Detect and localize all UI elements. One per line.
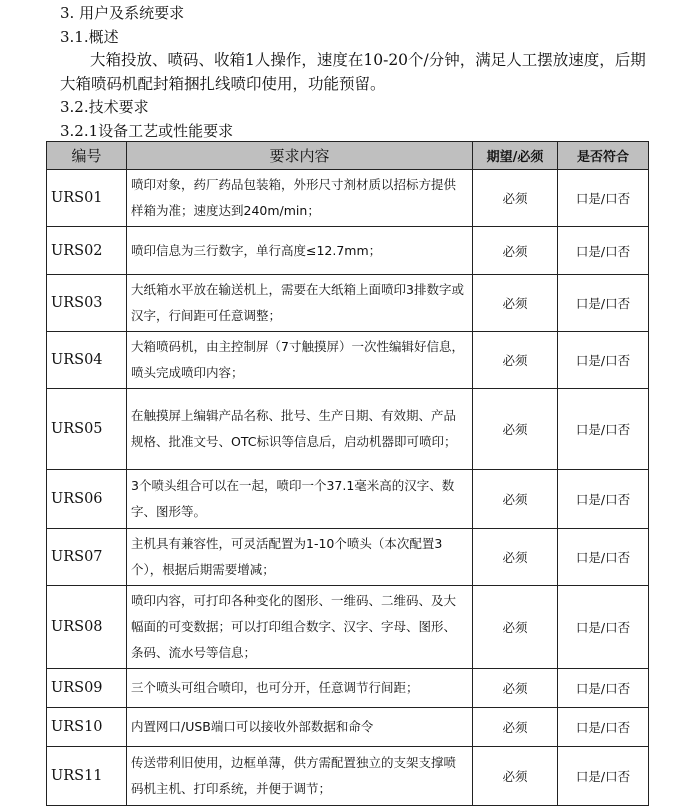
perf-heading: 3.2.1设备工艺或性能要求 <box>60 122 234 140</box>
row-level: 必须 <box>473 747 558 806</box>
row-conform-checkbox[interactable]: 口是/口否 <box>558 389 649 470</box>
row-conform-checkbox[interactable]: 口是/口否 <box>558 332 649 389</box>
row-requirement: 内置网口/USB端口可以接收外部数据和命令 <box>127 708 473 747</box>
row-conform-checkbox[interactable]: 口是/口否 <box>558 708 649 747</box>
row-level: 必须 <box>473 708 558 747</box>
row-level: 必须 <box>473 586 558 669</box>
row-code: URS03 <box>47 275 127 332</box>
row-level: 必须 <box>473 470 558 529</box>
row-code: URS08 <box>47 586 127 669</box>
row-level: 必须 <box>473 332 558 389</box>
row-requirement: 大纸箱水平放在输送机上，需要在大纸箱上面喷印3排数字或汉字，行间距可任意调整； <box>127 275 473 332</box>
row-conform-checkbox[interactable]: 口是/口否 <box>558 275 649 332</box>
row-code: URS06 <box>47 470 127 529</box>
requirements-table <box>46 141 649 806</box>
row-level: 必须 <box>473 227 558 275</box>
overview-text: 大箱投放、喷码、收箱1人操作，速度在10-20个/分钟，满足人工摆放速度，后期大箱喷码机配封箱捆扎线喷印使用，功能预留。 <box>60 51 646 93</box>
row-requirement: 大箱喷码机，由主控制屏（7寸触摸屏）一次性编辑好信息，喷头完成喷印内容； <box>127 332 473 389</box>
row-requirement: 喷印内容，可打印各种变化的图形、一维码、二维码、及大幅面的可变数据；可以打印组合数字、汉字、字母、图形、条码、流水号等信息； <box>127 586 473 669</box>
table-header-row <box>47 142 649 170</box>
overview-heading: 3.1.概述 <box>60 28 119 46</box>
row-conform-checkbox[interactable]: 口是/口否 <box>558 747 649 806</box>
table-row <box>47 708 649 747</box>
row-level: 必须 <box>473 170 558 227</box>
row-code: URS02 <box>47 227 127 275</box>
table-row <box>47 470 649 529</box>
row-requirement: 传送带利旧使用，边框单薄，供方需配置独立的支架支撑喷码机主机、打印系统，并便于调节； <box>127 747 473 806</box>
row-code: URS05 <box>47 389 127 470</box>
row-code: URS07 <box>47 529 127 586</box>
row-conform-checkbox[interactable]: 口是/口否 <box>558 170 649 227</box>
row-requirement: 3个喷头组合可以在一起，喷印一个37.1毫米高的汉字、数字、图形等。 <box>127 470 473 529</box>
table-row <box>47 275 649 332</box>
table-row <box>47 170 649 227</box>
section-heading: 3. 用户及系统要求 <box>60 4 185 22</box>
header-requirement: 要求内容 <box>127 142 473 170</box>
row-code: URS04 <box>47 332 127 389</box>
row-conform-checkbox[interactable]: 口是/口否 <box>558 227 649 275</box>
header-code: 编号 <box>47 142 127 170</box>
row-level: 必须 <box>473 529 558 586</box>
table-row <box>47 669 649 708</box>
row-conform-checkbox[interactable]: 口是/口否 <box>558 586 649 669</box>
row-requirement: 在触摸屏上编辑产品名称、批号、生产日期、有效期、产品规格、批准文号、OTC标识等信息后，启动机器即可喷印； <box>127 389 473 470</box>
row-requirement: 主机具有兼容性，可灵活配置为1-10个喷头（本次配置3个），根据后期需要增减； <box>127 529 473 586</box>
row-level: 必须 <box>473 389 558 470</box>
row-code: URS09 <box>47 669 127 708</box>
row-conform-checkbox[interactable]: 口是/口否 <box>558 470 649 529</box>
table-row <box>47 529 649 586</box>
row-level: 必须 <box>473 669 558 708</box>
row-conform-checkbox[interactable]: 口是/口否 <box>558 529 649 586</box>
row-requirement: 三个喷头可组合喷印，也可分开，任意调节行间距； <box>127 669 473 708</box>
tech-heading: 3.2.技术要求 <box>60 98 149 116</box>
row-level: 必须 <box>473 275 558 332</box>
table-row <box>47 227 649 275</box>
row-code: URS11 <box>47 747 127 806</box>
row-requirement: 喷印信息为三行数字，单行高度≤12.7mm； <box>127 227 473 275</box>
row-requirement: 喷印对象，药厂药品包装箱，外形尺寸剂材质以招标方提供样箱为准；速度达到240m/min； <box>127 170 473 227</box>
table-row <box>47 389 649 470</box>
header-level: 期望/必须 <box>473 142 558 170</box>
row-code: URS01 <box>47 170 127 227</box>
table-body <box>47 170 649 806</box>
header-conform: 是否符合 <box>558 142 649 170</box>
table-row <box>47 586 649 669</box>
row-code: URS10 <box>47 708 127 747</box>
table-row <box>47 747 649 806</box>
table-row <box>47 332 649 389</box>
row-conform-checkbox[interactable]: 口是/口否 <box>558 669 649 708</box>
